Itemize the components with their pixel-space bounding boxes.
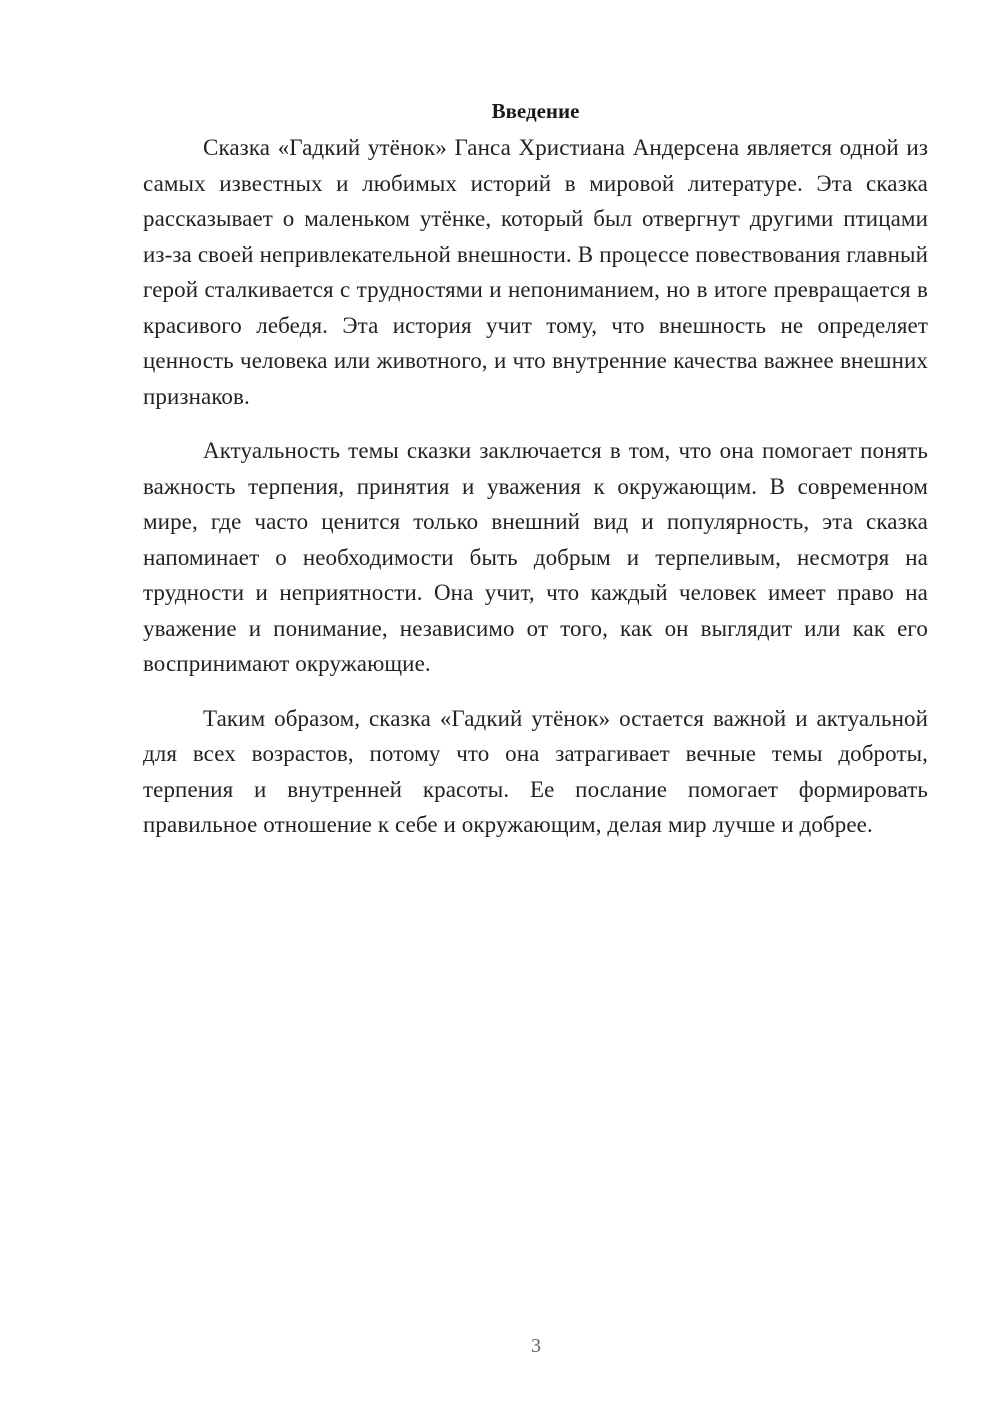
page-number: 3 <box>531 1335 541 1357</box>
section-heading: Введение <box>491 99 580 123</box>
paragraph-conclusion: Таким образом, сказка «Гадкий утёнок» остается важной и актуальной для всех возрастов, потому что она затрагивает вечные темы доброты, терпения и внутренней красоты. Ее послание помогает формировать правильное отношение к себе и окружающим, делая мир лучше и добрее. <box>143 705 928 837</box>
paragraph-relevance: Актуальность темы сказки заключается в том, что она помогает понять важность терпения, принятия и уважения к окружающим. В современном мире, где часто ценится только внешний вид и популярность, эта сказка напоминает о необходимости быть добрым и терпеливым, несмотря на трудности и неприятности. Она учит, что каждый человек имеет право на уважение и понимание, независимо от того, как он выглядит или как его воспринимают окружающие. <box>143 438 928 676</box>
paragraph-intro: Сказка «Гадкий утёнок» Ганса Христиана Андерсена является одной из самых известных и любимых историй в мировой литературе. Эта сказка рассказывает о маленьком утёнке, который был отвергнут другими птицами из-за своей непривлекательной внешности. В процессе повествования главный герой сталкивается с трудностями и непониманием, но в итоге превращается в красивого лебедя. Эта история учит тому, что внешность не определяет ценность человека или животного, и что внутренние качества важнее внешних признаков. <box>143 135 928 409</box>
page-body <box>143 96 928 862</box>
